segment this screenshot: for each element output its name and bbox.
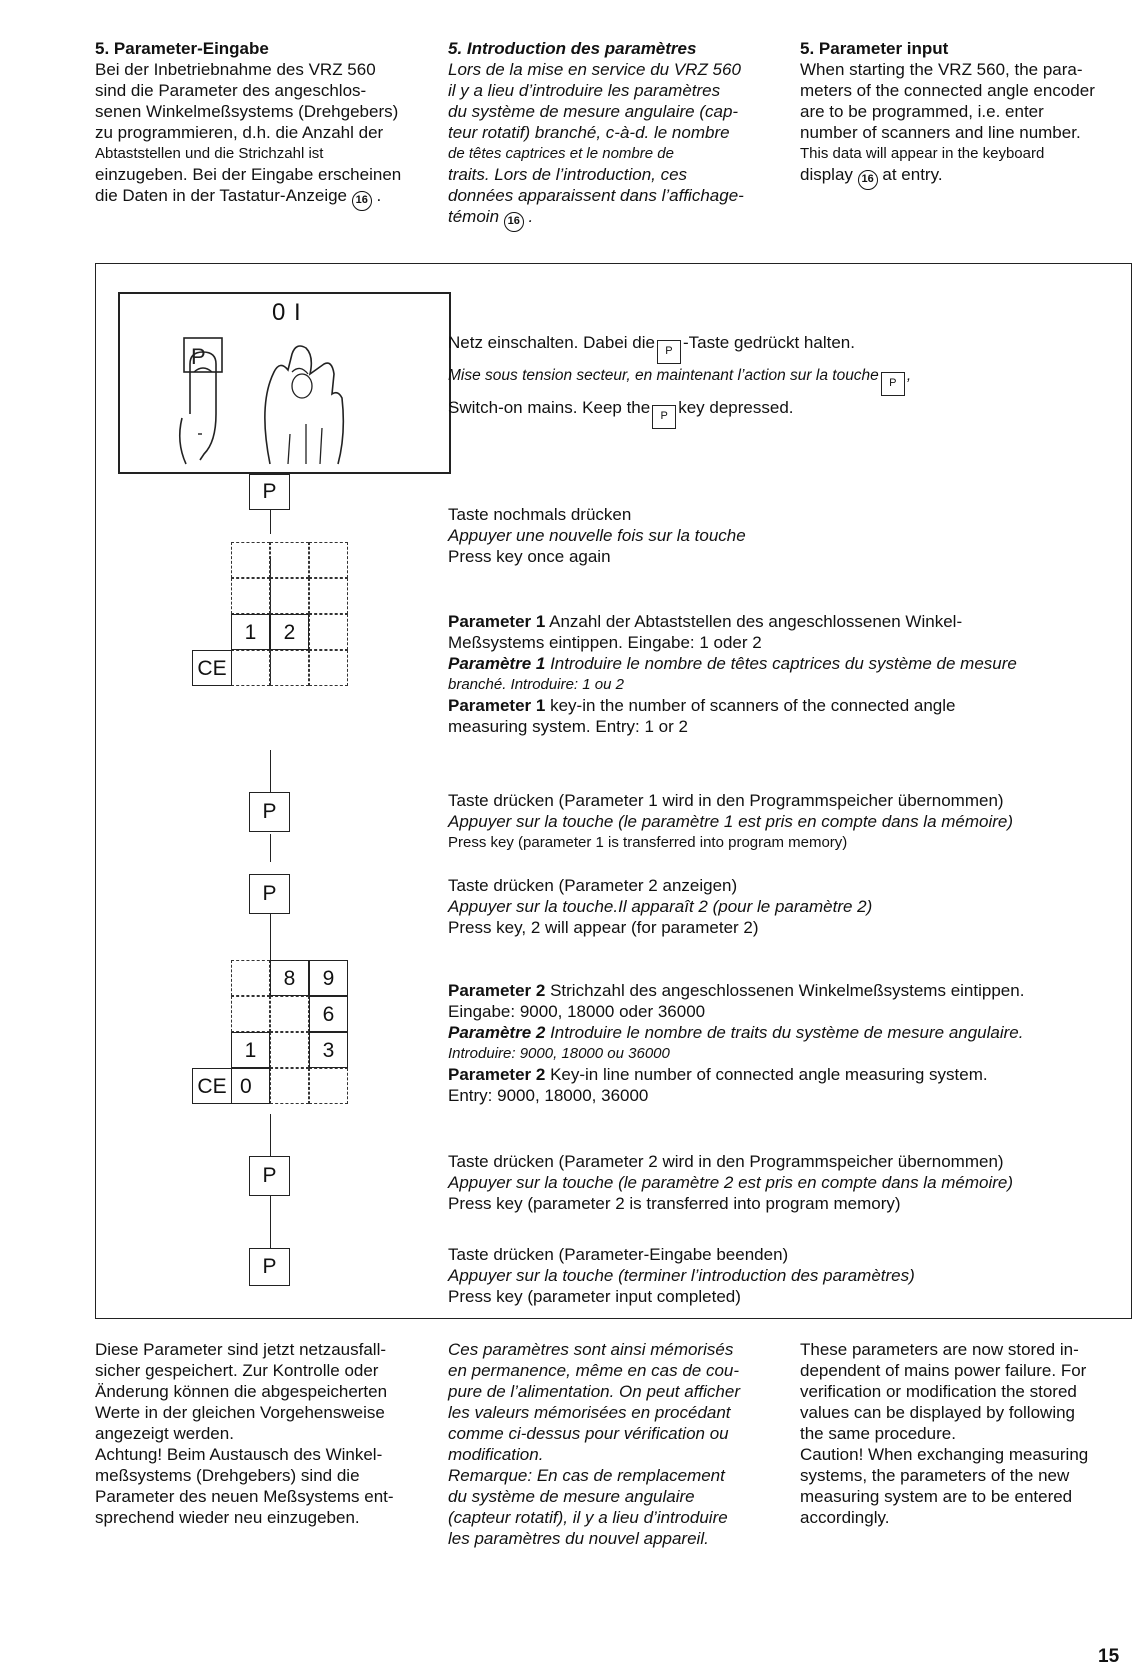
keypad-blank-key — [270, 578, 309, 614]
p-key[interactable]: P — [249, 1248, 290, 1286]
outro-german: Diese Parameter sind jetzt netzausfall- sicher gespeichert. Zur Kontrolle oder Änderung können die abgespeicherten Werte in der gleichen Vorgehensweise angezeigt werden. Achtung! Beim Austausch des Winkel- meßsystems (Drehgebers) sind die Parameter des neuen Meßsystems ent- sprechend wieder neu einzugeben. — [95, 1340, 394, 1527]
intro-german-line: die Daten in der Tastatur-Anzeige 16 . — [95, 185, 430, 211]
keypad-blank-key — [309, 578, 348, 614]
intro-french-line: de têtes captrices et le nombre de — [448, 145, 674, 162]
key-8[interactable]: 8 — [270, 960, 309, 996]
intro-french-line: Lors de la mise en service du VRZ 560 — [448, 60, 741, 79]
flow-line — [270, 1114, 271, 1156]
reference-16-icon: 16 — [858, 170, 878, 190]
step-2-text: Taste nochmals drücken Appuyer une nouvelle fois sur la touche Press key once again — [448, 505, 746, 566]
ce-key[interactable]: CE — [192, 650, 232, 686]
keypad-blank-key — [309, 650, 348, 686]
intro-german-line: Abtaststellen und die Strichzahl ist — [95, 145, 324, 162]
intro-german-line: einzugeben. Bei der Eingabe erscheinen — [95, 165, 402, 184]
keypad-blank-key — [270, 650, 309, 686]
key-2[interactable]: 2 — [270, 614, 309, 650]
intro-english-heading: 5. Parameter input — [800, 39, 949, 58]
intro-french-line: témoin 16 . — [448, 206, 778, 232]
hand-pressing-key-icon — [120, 294, 453, 476]
intro-german-line: senen Winkelmeßsystems (Drehgebers) — [95, 102, 399, 121]
key-6[interactable]: 6 — [309, 996, 348, 1032]
intro-english-line: This data will appear in the keyboard — [800, 145, 1045, 162]
key-0[interactable]: 0 — [231, 1068, 270, 1104]
step-8-text: Taste drücken (Parameter-Eingabe beenden) Appuyer sur la touche (terminer l’introduction des paramètres) Press key (parameter input completed) — [448, 1245, 915, 1306]
p-key[interactable]: P — [249, 474, 290, 510]
keypad-blank-key — [231, 960, 270, 996]
intro-english-line: number of scanners and line number. — [800, 123, 1081, 142]
key-1[interactable]: 1 — [231, 614, 270, 650]
page-number: 15 — [1098, 1646, 1120, 1667]
p-key-icon: P — [657, 340, 681, 364]
p-key[interactable]: P — [249, 1156, 290, 1196]
intro-english-line: meters of the connected angle encoder — [800, 81, 1095, 100]
keypad-blank-key — [231, 996, 270, 1032]
intro-german-line: sind die Parameter des angeschlos- — [95, 81, 367, 100]
intro-german-line: Bei der Inbetriebnahme des VRZ 560 — [95, 60, 376, 79]
intro-english-line: display 16 at entry. — [800, 164, 1130, 190]
outro-french: Ces paramètres sont ainsi mémorisés en permanence, même en cas de cou- pure de l’alimentation. On peut afficher les valeurs mémorisées en procédant comme ci-dessus pour vérification ou modification. Remarque: En cas de remplacement du système de mesure angulaire (capteur rotatif), il y a lieu d’introduire les paramètres du nouvel appareil. — [448, 1340, 741, 1548]
keypad-blank-key — [309, 614, 348, 650]
outro-english: These parameters are now stored in- dependent of mains power failure. For verification or modification the stored values can be displayed by following the same procedure. Caution! When exchanging measuring systems, the parameters of the new measuring system are to be entered accordingly. — [800, 1340, 1089, 1527]
intro-french-line: traits. Lors de l’introduction, ces — [448, 165, 688, 184]
p-key[interactable]: P — [249, 874, 290, 914]
keypad-blank-key — [309, 1068, 348, 1104]
key-9[interactable]: 9 — [309, 960, 348, 996]
intro-french-line: il y a lieu d’introduire les paramètres — [448, 81, 721, 100]
ce-key[interactable]: CE — [192, 1068, 232, 1104]
key-1[interactable]: 1 — [231, 1032, 270, 1068]
keypad-blank-key — [231, 542, 270, 578]
intro-french-line: teur rotatif) branché, c-à-d. le nombre — [448, 123, 730, 142]
power-on-illustration — [118, 292, 451, 474]
intro-french-heading: 5. Introduction des paramètres — [448, 39, 697, 58]
intro-english-line: are to be programmed, i.e. enter — [800, 102, 1044, 121]
step-6-text: Parameter 2 Strichzahl des angeschlossenen Winkelmeßsystems eintippen. Eingabe: 9000, 18000 oder 36000 Paramètre 2 Introduire le nombre de traits du système de mesure angulaire. Introduire: 9000, 18000 ou 36000 Parameter 2 Key-in line number of connected angle measuring system. Entry: 9000, 18000, 36000 — [448, 981, 1025, 1105]
step-7-text: Taste drücken (Parameter 2 wird in den Programmspeicher übernommen) Appuyer sur la touche (le paramètre 2 est pris en compte dans la mémoire) Press key (parameter 2 is transferred into program memory) — [448, 1152, 1014, 1213]
keypad-blank-key — [231, 578, 270, 614]
power-switch-label: 0 I — [272, 299, 302, 326]
intro-french-line: données apparaissent dans l’affichage- — [448, 186, 744, 205]
flow-line — [270, 1196, 271, 1248]
reference-16-icon: 16 — [352, 191, 372, 211]
keypad-blank-key — [270, 1068, 309, 1104]
intro-french — [448, 38, 778, 232]
p-key-icon: P — [652, 405, 676, 429]
keypad-blank-key — [270, 1032, 309, 1068]
intro-english — [800, 38, 1130, 190]
step-4-text: Taste drücken (Parameter 1 wird in den Programmspeicher übernommen) Appuyer sur la touche (le paramètre 1 est pris en compte dans la mémoire) Press key (parameter 1 is transferred into program memory) — [448, 791, 1014, 851]
step-5-text: Taste drücken (Parameter 2 anzeigen) Appuyer sur la touche.Il apparaît 2 (pour le paramètre 2) Press key, 2 will appear (for parameter 2) — [448, 876, 873, 937]
flow-line — [270, 834, 271, 862]
keypad-blank-key — [270, 542, 309, 578]
intro-german — [95, 38, 430, 211]
step-1-text: Netz einschalten. Dabei die P -Taste gedrückt halten. Mise sous tension secteur, en maintenant l’action sur la touche P , Switch-on mains. Keep the P key depressed. — [448, 331, 1128, 429]
flow-line — [270, 750, 271, 792]
intro-french-line: du système de mesure angulaire (cap- — [448, 102, 739, 121]
key-3[interactable]: 3 — [309, 1032, 348, 1068]
keypad-blank-key — [309, 542, 348, 578]
step-3-text: Parameter 1 Anzahl der Abtaststellen des angeschlossenen Winkel- Meßsystems eintippen. Eingabe: 1 oder 2 Paramètre 1 Introduire le nombre de têtes captrices du système de mesure branché. Introduire: 1 ou 2 Parameter 1 key-in the number of scanners of the connected angle measuring system. Entry: 1 or 2 — [448, 612, 1017, 736]
keypad-blank-key — [231, 650, 270, 686]
intro-german-heading: 5. Parameter-Eingabe — [95, 39, 269, 58]
intro-english-line: When starting the VRZ 560, the para- — [800, 60, 1083, 79]
intro-german-line: zu programmieren, d.h. die Anzahl der — [95, 123, 384, 142]
svg-text:P: P — [191, 344, 206, 369]
reference-16-icon: 16 — [504, 212, 524, 232]
p-key-icon: P — [881, 372, 905, 396]
p-key[interactable]: P — [249, 792, 290, 832]
keypad-blank-key — [270, 996, 309, 1032]
